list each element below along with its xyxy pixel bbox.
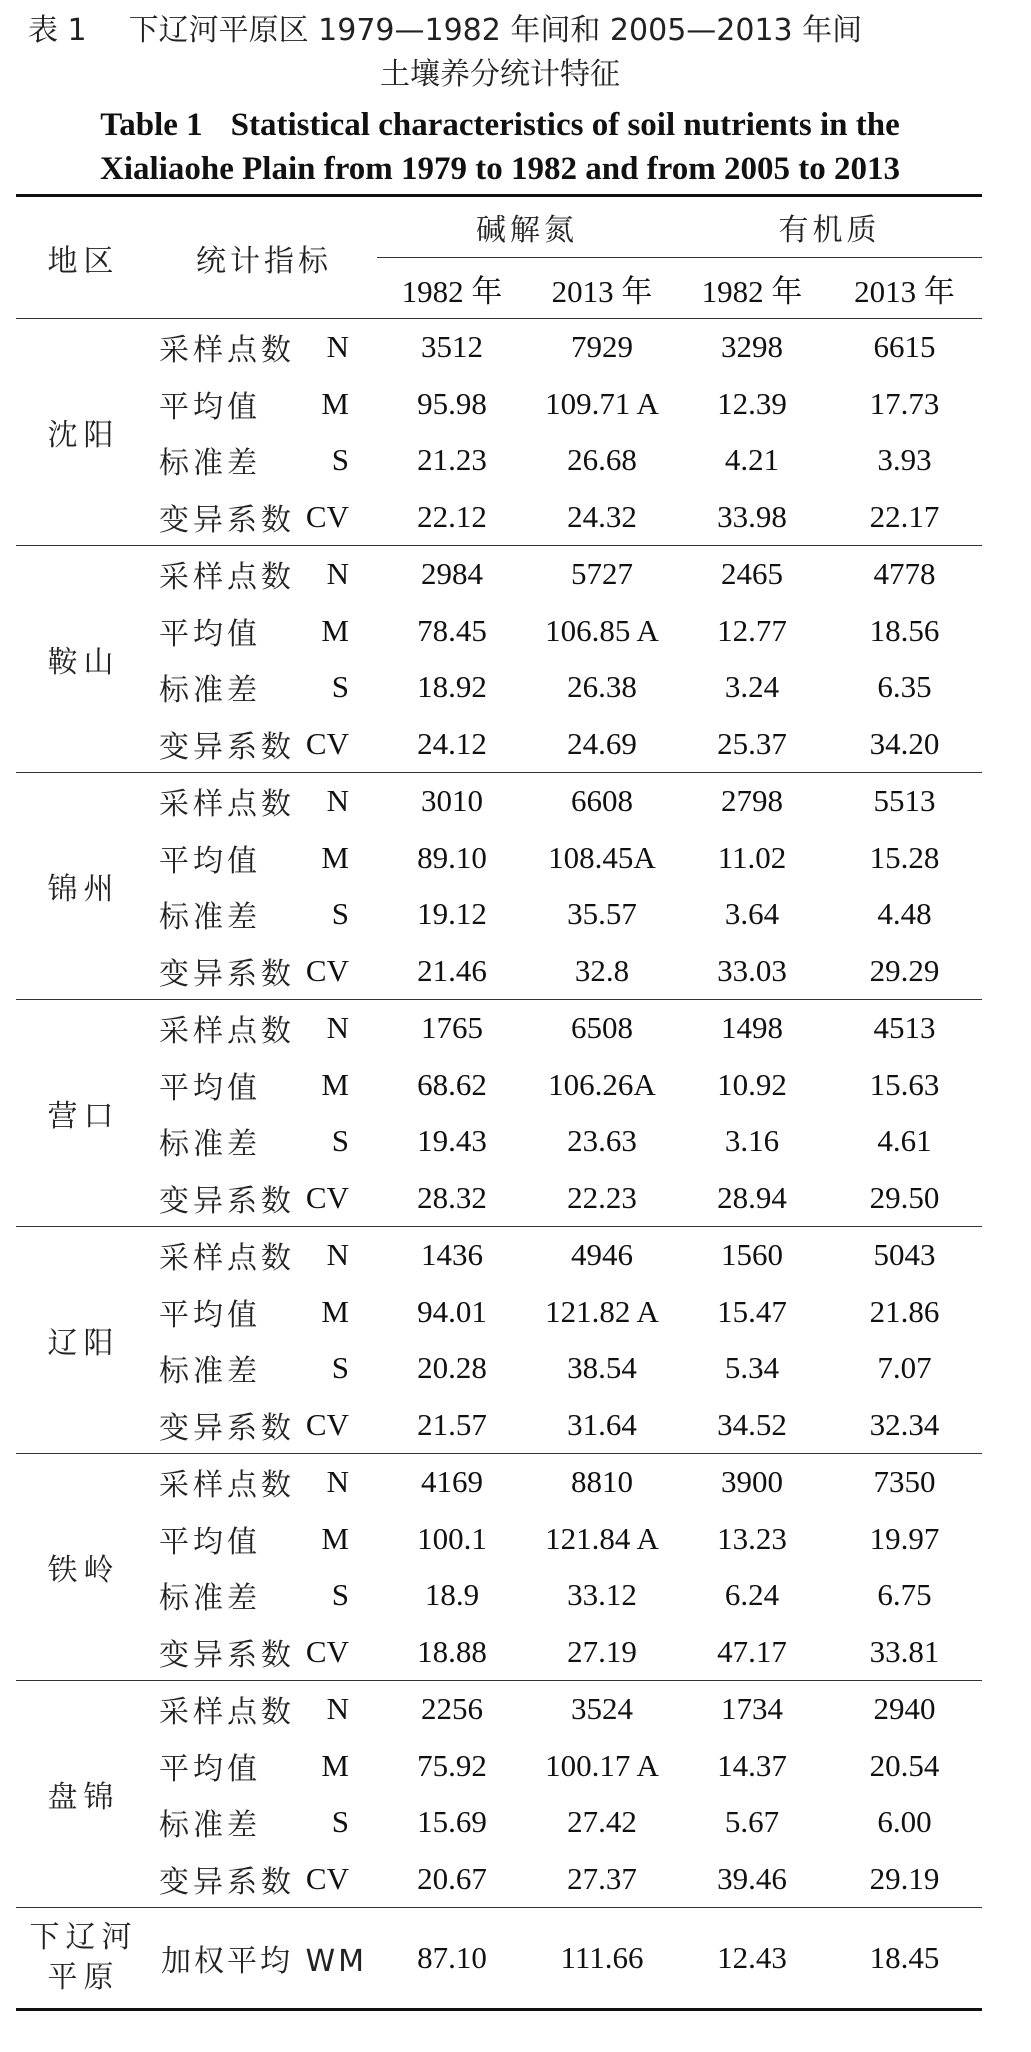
indicator-symbol: CV <box>305 1406 349 1442</box>
indicator-name: 标准差 <box>159 1808 261 1844</box>
value-cell: 6.24 <box>724 1577 780 1613</box>
indicator-symbol: N <box>326 329 349 365</box>
value-cell: 28.94 <box>717 1179 787 1215</box>
indicator-cell <box>151 1794 377 1851</box>
indicator-name: 采样点数 <box>159 1014 295 1050</box>
header-year: 2013 年 <box>854 273 955 309</box>
value-cell: 20.54 <box>869 1747 940 1783</box>
value-cell: 2798 <box>677 773 827 830</box>
value-cell: 3.93 <box>877 442 932 478</box>
value-cell: 29.19 <box>869 1860 940 1896</box>
table-row <box>16 432 982 489</box>
value-cell: 29.50 <box>869 1179 940 1215</box>
indicator-name: 标准差 <box>159 900 261 936</box>
indicator-name: 变异系数 <box>159 956 295 992</box>
indicator-name: 标准差 <box>159 1127 261 1163</box>
indicator-name: 采样点数 <box>159 787 295 823</box>
value-cell: 121.82 A <box>545 1293 659 1329</box>
indicator-cell <box>151 1624 377 1681</box>
indicator-cell <box>151 1000 377 1057</box>
indicator-symbol: M <box>321 612 349 648</box>
value-cell: 5.34 <box>724 1350 780 1386</box>
region-name: 营口 <box>16 1000 151 1227</box>
table-row <box>16 546 982 603</box>
caption-en-label: Table 1 <box>100 107 203 143</box>
indicator-name: 标准差 <box>159 1354 261 1390</box>
indicator-cell <box>151 376 377 433</box>
indicator-name: 平均值 <box>159 1751 261 1787</box>
table-row <box>16 1170 982 1227</box>
region-plain-line2: 平原 <box>47 1960 120 1995</box>
value-cell: 22.23 <box>567 1179 637 1215</box>
table-row-weighted-mean <box>16 1908 982 2010</box>
value-cell: 1560 <box>677 1227 827 1284</box>
value-cell: 3524 <box>527 1681 677 1738</box>
indicator-name: 变异系数 <box>159 1410 295 1446</box>
table-row <box>16 659 982 716</box>
value-cell: 7929 <box>527 319 677 376</box>
value-cell: 18.45 <box>827 1908 982 2010</box>
indicator-symbol: N <box>326 783 349 819</box>
value-cell: 5513 <box>827 773 982 830</box>
value-cell: 94.01 <box>417 1293 487 1329</box>
indicator-name: 采样点数 <box>159 333 295 369</box>
value-cell: 12.77 <box>717 612 787 648</box>
indicator-cell <box>151 1567 377 1624</box>
table-row <box>16 1227 982 1284</box>
caption-zh-label: 表 1 <box>28 13 87 48</box>
value-cell: 2940 <box>827 1681 982 1738</box>
indicator-name: 采样点数 <box>159 1241 295 1277</box>
value-cell: 18.56 <box>869 612 940 648</box>
region-name: 鞍山 <box>16 546 151 773</box>
table-row <box>16 1113 982 1170</box>
table-row <box>16 376 982 433</box>
indicator-cell <box>151 886 377 943</box>
table-row <box>16 1511 982 1568</box>
indicator-name: 平均值 <box>159 1524 261 1560</box>
indicator-symbol: M <box>321 1066 349 1102</box>
value-cell: 3512 <box>377 319 527 376</box>
indicator-cell <box>151 1057 377 1114</box>
value-cell: 1765 <box>377 1000 527 1057</box>
value-cell: 32.34 <box>869 1406 940 1442</box>
caption-zh-line2: 土壤养分统计特征 <box>380 57 620 92</box>
indicator-cell <box>151 659 377 716</box>
indicator-symbol: CV <box>305 1860 349 1896</box>
indicator-symbol: S <box>331 896 349 932</box>
caption-zh-line1 <box>28 10 1008 52</box>
table-row <box>16 1000 982 1057</box>
value-cell: 23.63 <box>567 1123 637 1159</box>
value-cell: 3.16 <box>724 1123 780 1159</box>
value-cell: 24.69 <box>567 725 637 761</box>
indicator-name: 采样点数 <box>159 1695 295 1731</box>
indicator-cell <box>151 1454 377 1511</box>
value-cell: 4513 <box>827 1000 982 1057</box>
value-cell: 20.28 <box>417 1350 487 1386</box>
indicator-name: 平均值 <box>159 389 261 425</box>
value-cell: 78.45 <box>417 612 487 648</box>
indicator-symbol: M <box>321 1520 349 1556</box>
value-cell: 21.57 <box>417 1406 487 1442</box>
value-cell: 19.97 <box>869 1520 940 1556</box>
value-cell: 28.32 <box>417 1179 487 1215</box>
table-row <box>16 319 982 376</box>
indicator-symbol: CV <box>305 725 349 761</box>
value-cell: 24.32 <box>567 498 637 534</box>
region-name: 盘锦 <box>16 1681 151 1908</box>
value-cell: 6508 <box>527 1000 677 1057</box>
header-alkali-nitrogen: 碱解氮 <box>377 196 677 258</box>
indicator-cell <box>151 1284 377 1341</box>
header-row-1 <box>16 196 982 258</box>
value-cell: 24.12 <box>417 725 487 761</box>
value-cell: 95.98 <box>417 385 487 421</box>
region-name: 辽阳 <box>16 1227 151 1454</box>
table-row <box>16 1340 982 1397</box>
value-cell: 100.1 <box>417 1520 487 1556</box>
value-cell: 111.66 <box>527 1908 677 2010</box>
value-cell: 87.10 <box>377 1908 527 2010</box>
indicator-cell <box>151 1113 377 1170</box>
value-cell: 4.48 <box>877 896 932 932</box>
value-cell: 10.92 <box>717 1066 787 1102</box>
value-cell: 15.47 <box>717 1293 787 1329</box>
indicator-cell <box>151 1227 377 1284</box>
indicator-name: 变异系数 <box>159 502 295 538</box>
value-cell: 3.64 <box>724 896 780 932</box>
value-cell: 33.03 <box>717 952 787 988</box>
indicator-symbol: CV <box>305 498 349 534</box>
table-row <box>16 1851 982 1908</box>
indicator-cell <box>151 1738 377 1795</box>
value-cell: 34.52 <box>717 1406 787 1442</box>
header-year: 1982 年 <box>401 273 503 309</box>
region-name-plain <box>16 1908 151 2010</box>
indicator-cell <box>151 432 377 489</box>
indicator-symbol: CV <box>305 952 349 988</box>
value-cell: 18.92 <box>417 669 487 705</box>
value-cell: 1436 <box>377 1227 527 1284</box>
table-row <box>16 773 982 830</box>
value-cell: 13.23 <box>717 1520 787 1556</box>
indicator-symbol: S <box>331 1123 349 1159</box>
value-cell: 33.81 <box>869 1633 940 1669</box>
value-cell: 22.12 <box>417 498 487 534</box>
table-row <box>16 1624 982 1681</box>
indicator-symbol: N <box>326 556 349 592</box>
indicator-symbol: N <box>326 1237 349 1273</box>
value-cell: 5.67 <box>724 1804 780 1840</box>
indicator-symbol: N <box>326 1010 349 1046</box>
value-cell: 4.21 <box>724 442 780 478</box>
region-plain-line1: 下辽河 <box>29 1920 138 1955</box>
value-cell: 27.19 <box>567 1633 637 1669</box>
indicator-symbol: CV <box>305 1179 349 1215</box>
table-row <box>16 1738 982 1795</box>
region-name: 沈阳 <box>16 319 151 546</box>
value-cell: 21.46 <box>417 952 487 988</box>
indicator-name: 变异系数 <box>159 1637 295 1673</box>
caption-en-text1: Statistical characteristics of soil nutrients in the <box>230 107 900 143</box>
value-cell: 7.07 <box>877 1350 932 1386</box>
indicator-cell <box>151 1397 377 1454</box>
value-cell: 11.02 <box>717 839 787 875</box>
value-cell: 6.35 <box>877 669 932 705</box>
indicator-symbol: CV <box>305 1633 349 1669</box>
value-cell: 12.39 <box>717 385 787 421</box>
indicator-name: 变异系数 <box>159 1864 295 1900</box>
value-cell: 4778 <box>827 546 982 603</box>
value-cell: 100.17 A <box>545 1747 659 1783</box>
value-cell: 2256 <box>377 1681 527 1738</box>
indicator-name: 标准差 <box>159 1581 261 1617</box>
value-cell: 3900 <box>677 1454 827 1511</box>
indicator-cell <box>151 603 377 660</box>
value-cell: 15.28 <box>869 839 940 875</box>
header-region: 地区 <box>16 196 151 319</box>
table-row <box>16 1397 982 1454</box>
indicator-name: 平均值 <box>159 1070 261 1106</box>
value-cell: 3010 <box>377 773 527 830</box>
value-cell: 15.69 <box>417 1804 487 1840</box>
indicator-cell <box>151 1511 377 1568</box>
indicator-cell <box>151 716 377 773</box>
value-cell: 27.37 <box>567 1860 637 1896</box>
caption-en-line1 <box>0 104 1000 146</box>
value-cell: 25.37 <box>717 725 787 761</box>
value-cell: 5043 <box>827 1227 982 1284</box>
value-cell: 15.63 <box>869 1066 940 1102</box>
indicator-name: 标准差 <box>159 446 261 482</box>
indicator-name: 平均值 <box>159 616 261 652</box>
value-cell: 20.67 <box>417 1860 487 1896</box>
value-cell: 75.92 <box>417 1747 487 1783</box>
caption-zh-text1: 下辽河平原区 1979—1982 年间和 2005—2013 年间 <box>128 13 863 48</box>
value-cell: 7350 <box>827 1454 982 1511</box>
value-cell: 4946 <box>527 1227 677 1284</box>
value-cell: 18.88 <box>417 1633 487 1669</box>
header-indicator: 统计指标 <box>151 196 377 319</box>
value-cell: 3.24 <box>724 669 780 705</box>
table-row <box>16 489 982 546</box>
value-cell: 12.43 <box>677 1908 827 2010</box>
value-cell: 33.98 <box>717 498 787 534</box>
value-cell: 19.43 <box>417 1123 487 1159</box>
indicator-name: 平均值 <box>159 1297 261 1333</box>
value-cell: 121.84 A <box>545 1520 659 1556</box>
value-cell: 6615 <box>827 319 982 376</box>
indicator-symbol: M <box>321 1293 349 1329</box>
value-cell: 34.20 <box>869 725 940 761</box>
region-name: 铁岭 <box>16 1454 151 1681</box>
soil-nutrient-table <box>16 194 982 2011</box>
value-cell: 3298 <box>677 319 827 376</box>
value-cell: 32.8 <box>574 952 630 988</box>
indicator-symbol: M <box>321 839 349 875</box>
table-row <box>16 1681 982 1738</box>
caption-en-line2: Xialiaohe Plain from 1979 to 1982 and from 2005 to 2013 <box>100 151 900 187</box>
value-cell: 8810 <box>527 1454 677 1511</box>
value-cell: 2465 <box>677 546 827 603</box>
table-row <box>16 1057 982 1114</box>
indicator-cell <box>151 319 377 376</box>
value-cell: 39.46 <box>717 1860 787 1896</box>
indicator-name: 变异系数 <box>159 1183 295 1219</box>
value-cell: 17.73 <box>869 385 940 421</box>
value-cell: 22.17 <box>869 498 940 534</box>
table-row <box>16 886 982 943</box>
table-row <box>16 603 982 660</box>
indicator-symbol: S <box>331 669 349 705</box>
value-cell: 106.26A <box>548 1066 656 1102</box>
indicator-cell <box>151 943 377 1000</box>
indicator-cell <box>151 1340 377 1397</box>
value-cell: 29.29 <box>869 952 940 988</box>
table-row <box>16 1454 982 1511</box>
indicator-cell <box>151 546 377 603</box>
value-cell: 38.54 <box>567 1350 637 1386</box>
indicator-cell <box>151 1170 377 1227</box>
region-name: 锦州 <box>16 773 151 1000</box>
value-cell: 18.9 <box>424 1577 480 1613</box>
indicator-cell <box>151 1681 377 1738</box>
value-cell: 26.38 <box>567 669 637 705</box>
value-cell: 4.61 <box>877 1123 932 1159</box>
value-cell: 109.71 A <box>545 385 659 421</box>
value-cell: 2984 <box>377 546 527 603</box>
indicator-symbol: N <box>326 1691 349 1727</box>
table-row <box>16 1284 982 1341</box>
table-row <box>16 716 982 773</box>
value-cell: 68.62 <box>417 1066 487 1102</box>
value-cell: 27.42 <box>567 1804 637 1840</box>
value-cell: 26.68 <box>567 442 637 478</box>
value-cell: 6.00 <box>877 1804 932 1840</box>
indicator-name: 采样点数 <box>159 560 295 596</box>
indicator-name: 平均值 <box>159 843 261 879</box>
value-cell: 5727 <box>527 546 677 603</box>
value-cell: 21.23 <box>417 442 487 478</box>
value-cell: 19.12 <box>417 896 487 932</box>
indicator-cell <box>151 489 377 546</box>
value-cell: 47.17 <box>717 1633 787 1669</box>
indicator-cell <box>151 830 377 887</box>
value-cell: 89.10 <box>417 839 487 875</box>
indicator-symbol: N <box>326 1464 349 1500</box>
indicator-symbol: S <box>331 1577 349 1613</box>
value-cell: 1498 <box>677 1000 827 1057</box>
value-cell: 4169 <box>377 1454 527 1511</box>
indicator-name: 采样点数 <box>159 1468 295 1504</box>
header-organic-matter: 有机质 <box>677 196 982 258</box>
header-year: 2013 年 <box>551 273 653 309</box>
indicator-cell <box>151 1851 377 1908</box>
value-cell: 35.57 <box>567 896 637 932</box>
value-cell: 6608 <box>527 773 677 830</box>
indicator-symbol: S <box>331 1804 349 1840</box>
value-cell: 33.12 <box>567 1577 637 1613</box>
value-cell: 31.64 <box>567 1406 637 1442</box>
table-row <box>16 1794 982 1851</box>
value-cell: 108.45A <box>548 839 656 875</box>
table-row <box>16 943 982 1000</box>
indicator-name: 变异系数 <box>159 729 295 765</box>
value-cell: 21.86 <box>869 1293 940 1329</box>
indicator-name: 标准差 <box>159 673 261 709</box>
indicator-symbol: S <box>331 442 349 478</box>
value-cell: 1734 <box>677 1681 827 1738</box>
table-row <box>16 830 982 887</box>
value-cell: 6.75 <box>877 1577 932 1613</box>
indicator-symbol: M <box>321 1747 349 1783</box>
indicator-symbol: S <box>331 1350 349 1386</box>
table-row <box>16 1567 982 1624</box>
header-year: 1982 年 <box>701 273 803 309</box>
indicator-weighted-mean: 加权平均 WM <box>151 1908 377 2010</box>
value-cell: 14.37 <box>717 1747 787 1783</box>
value-cell: 106.85 A <box>545 612 659 648</box>
indicator-symbol: M <box>321 385 349 421</box>
indicator-cell <box>151 773 377 830</box>
table-body <box>16 319 982 2010</box>
